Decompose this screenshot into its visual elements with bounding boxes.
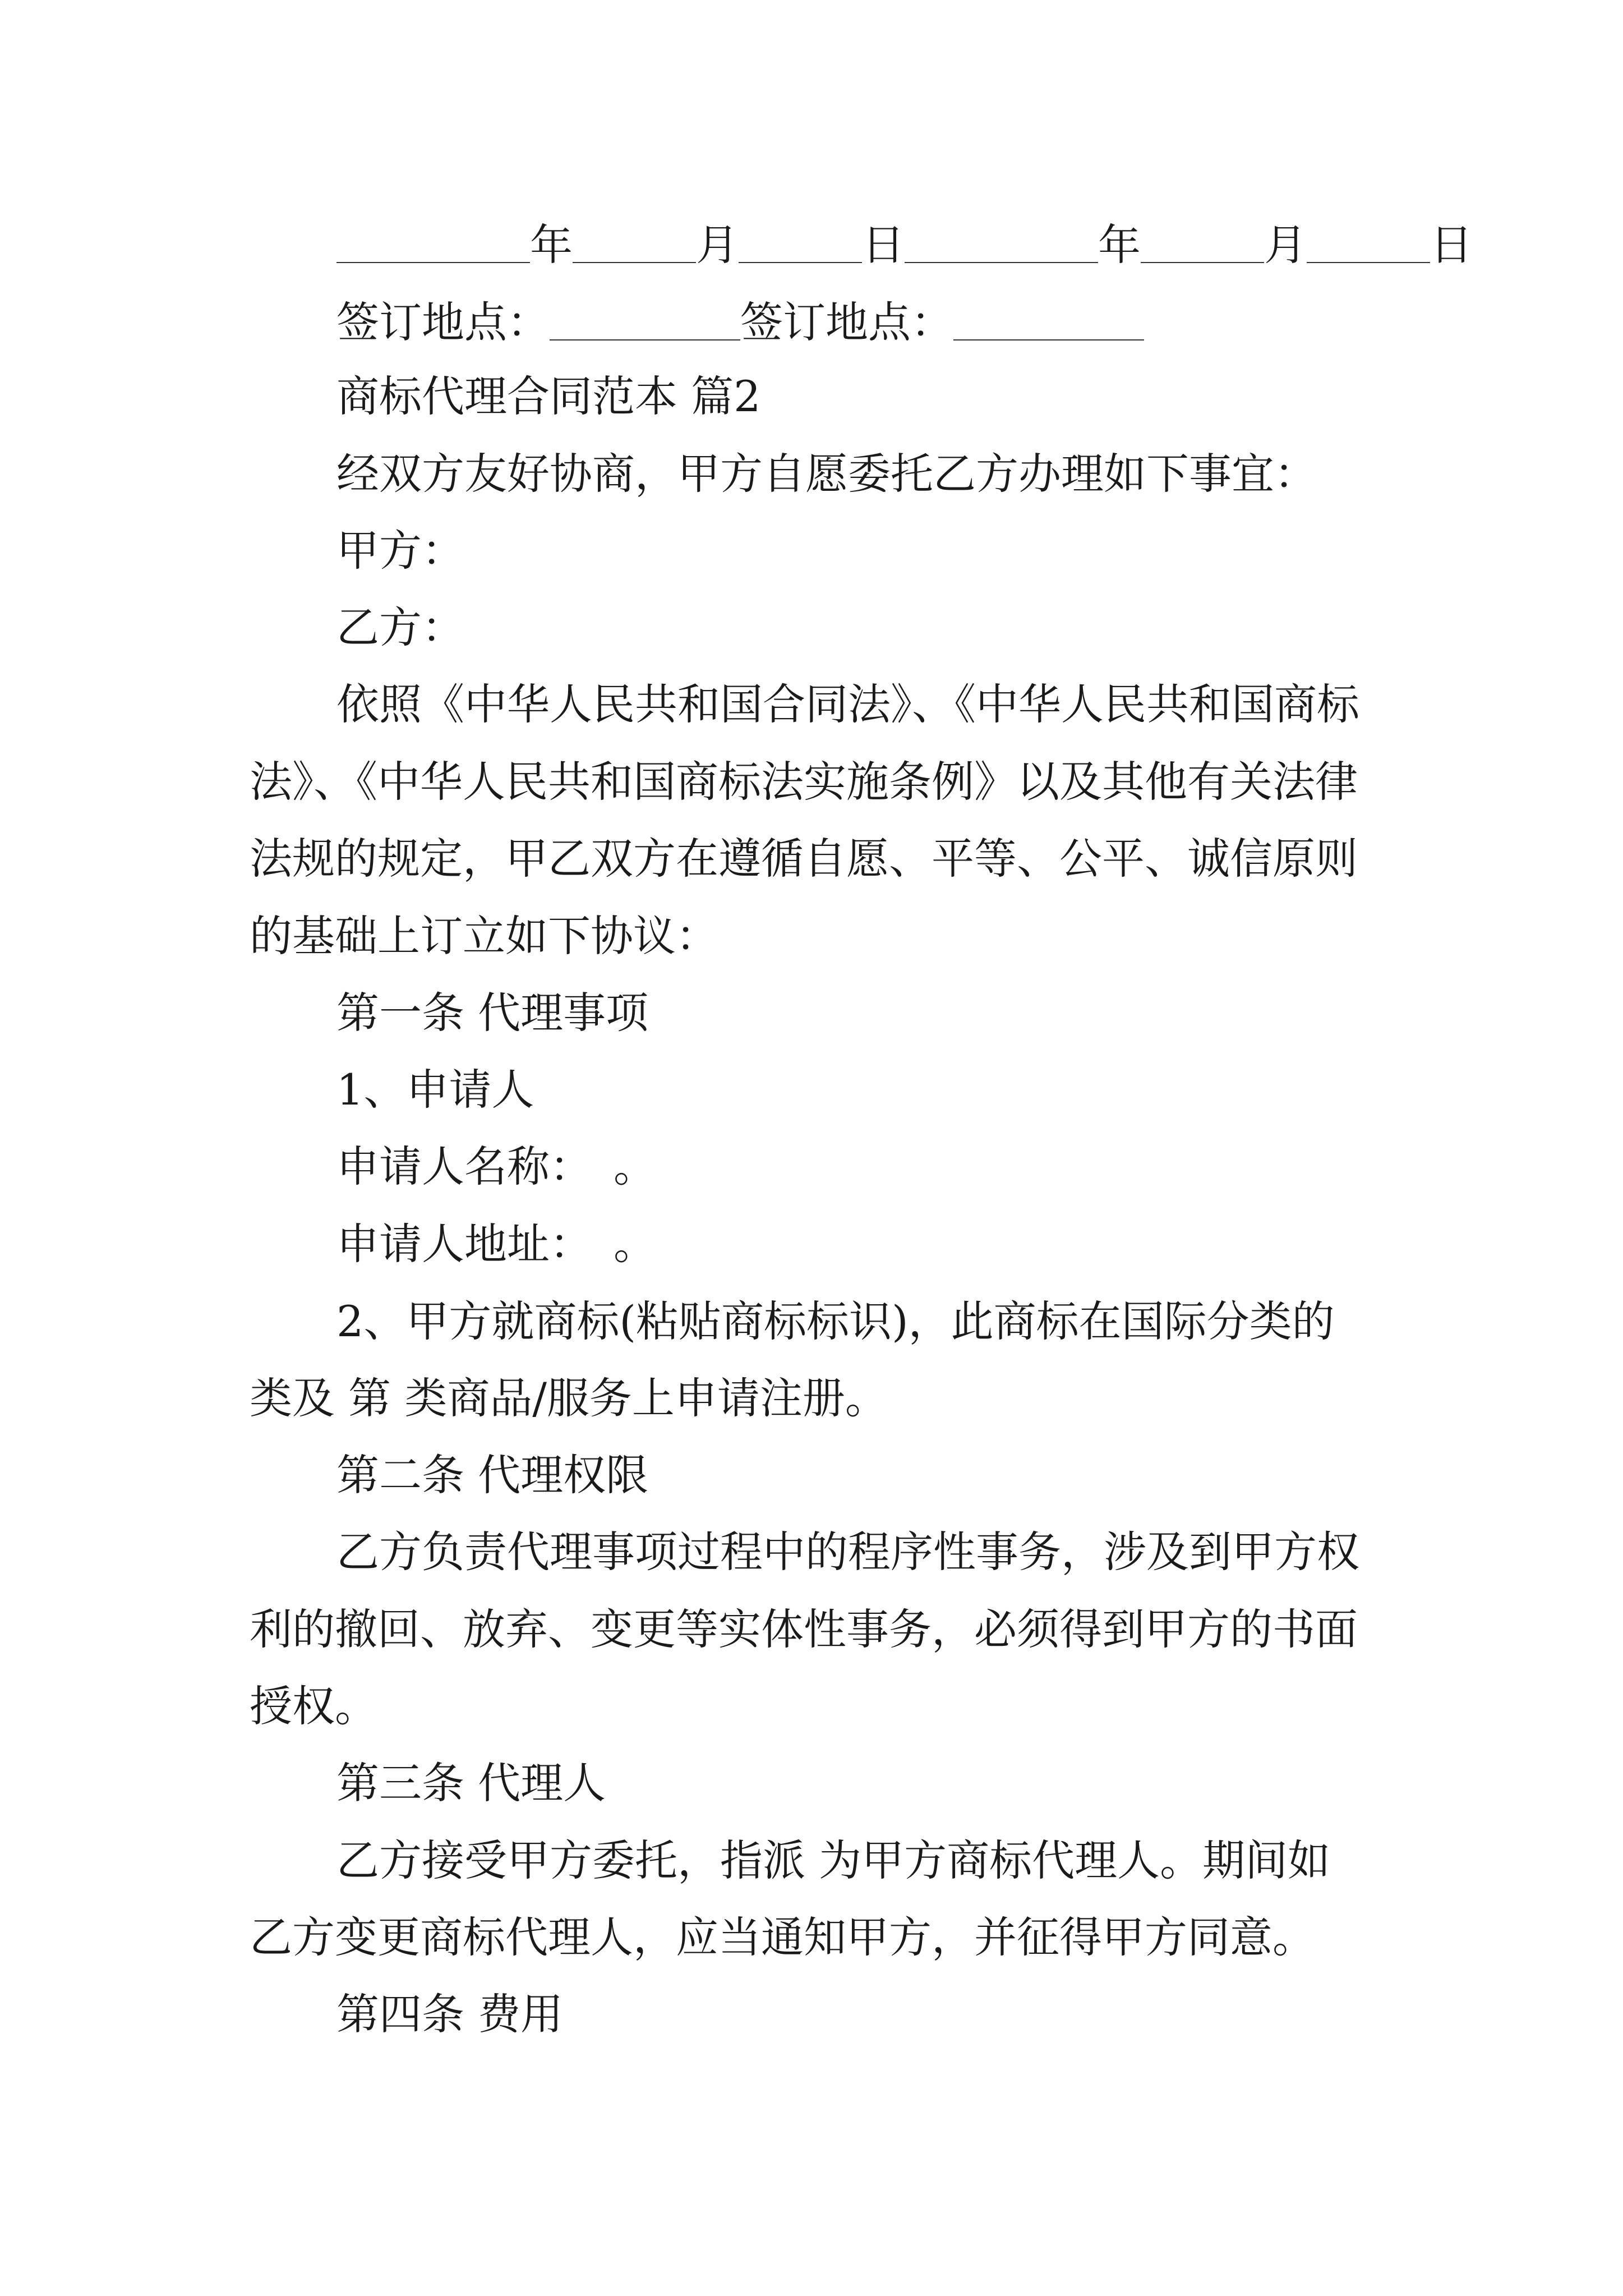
day-label: 日 [1430, 220, 1473, 270]
blank-line [739, 222, 862, 263]
blank-line [1141, 222, 1264, 263]
basis-line: 的基础上订立如下协议： [250, 911, 718, 961]
date-row [336, 220, 1473, 270]
blank-line [1307, 222, 1430, 263]
intro-paragraph: 经双方友好协商，甲方自愿委托乙方办理如下事宜： [336, 449, 1317, 499]
sign-place-label: 签订地点： [740, 297, 953, 348]
year-label: 年 [1098, 220, 1141, 270]
applicant-address: 申请人地址： 。 [336, 1219, 656, 1269]
year-label: 年 [530, 220, 573, 270]
section-title: 商标代理合同范本 篇2 [336, 371, 761, 421]
day-label: 日 [862, 220, 905, 270]
basis-line: 法规的规定，甲乙双方在遵循自愿、平等、公平、诚信原则 [250, 834, 1358, 884]
party-a-label: 甲方： [336, 526, 464, 576]
authority-line: 授权。 [250, 1681, 377, 1731]
blank-line [550, 299, 740, 341]
item-2-line: 类及 第 类商品/服务上申请注册。 [250, 1373, 888, 1423]
authority-line: 乙方负责代理事项过程中的程序性事务，涉及到甲方权 [336, 1527, 1359, 1577]
basis-line: 依照《中华人民共和国合同法》、《中华人民共和国商标 [336, 679, 1359, 729]
month-label: 月 [1264, 220, 1307, 270]
authority-line: 利的撤回、放弃、变更等实体性事务，必须得到甲方的书面 [250, 1604, 1358, 1654]
article-heading: 第三条 代理人 [336, 1758, 606, 1808]
blank-line [573, 222, 696, 263]
blank-line [953, 299, 1144, 341]
article-heading: 第一条 代理事项 [336, 988, 649, 1038]
sign-place-label: 签订地点： [336, 297, 550, 348]
blank-line [336, 222, 530, 263]
party-b-label: 乙方： [336, 602, 464, 652]
applicant-name: 申请人名称： 。 [336, 1142, 656, 1191]
sign-place-row [336, 297, 1144, 348]
article-heading: 第四条 费用 [336, 1989, 564, 2039]
article-heading: 第二条 代理权限 [336, 1450, 649, 1500]
basis-line: 法》、《中华人民共和国商标法实施条例》以及其他有关法律 [250, 757, 1358, 807]
month-label: 月 [696, 220, 739, 270]
agent-line: 乙方接受甲方委托，指派 为甲方商标代理人。期间如 [336, 1835, 1331, 1885]
blank-line [905, 222, 1098, 263]
item-2-line: 2、甲方就商标(粘贴商标标识)，此商标在国际分类的 [336, 1296, 1335, 1346]
agent-line: 乙方变更商标代理人，应当通知甲方，并征得甲方同意。 [250, 1912, 1315, 1962]
item-heading: 1、申请人 [336, 1065, 534, 1115]
